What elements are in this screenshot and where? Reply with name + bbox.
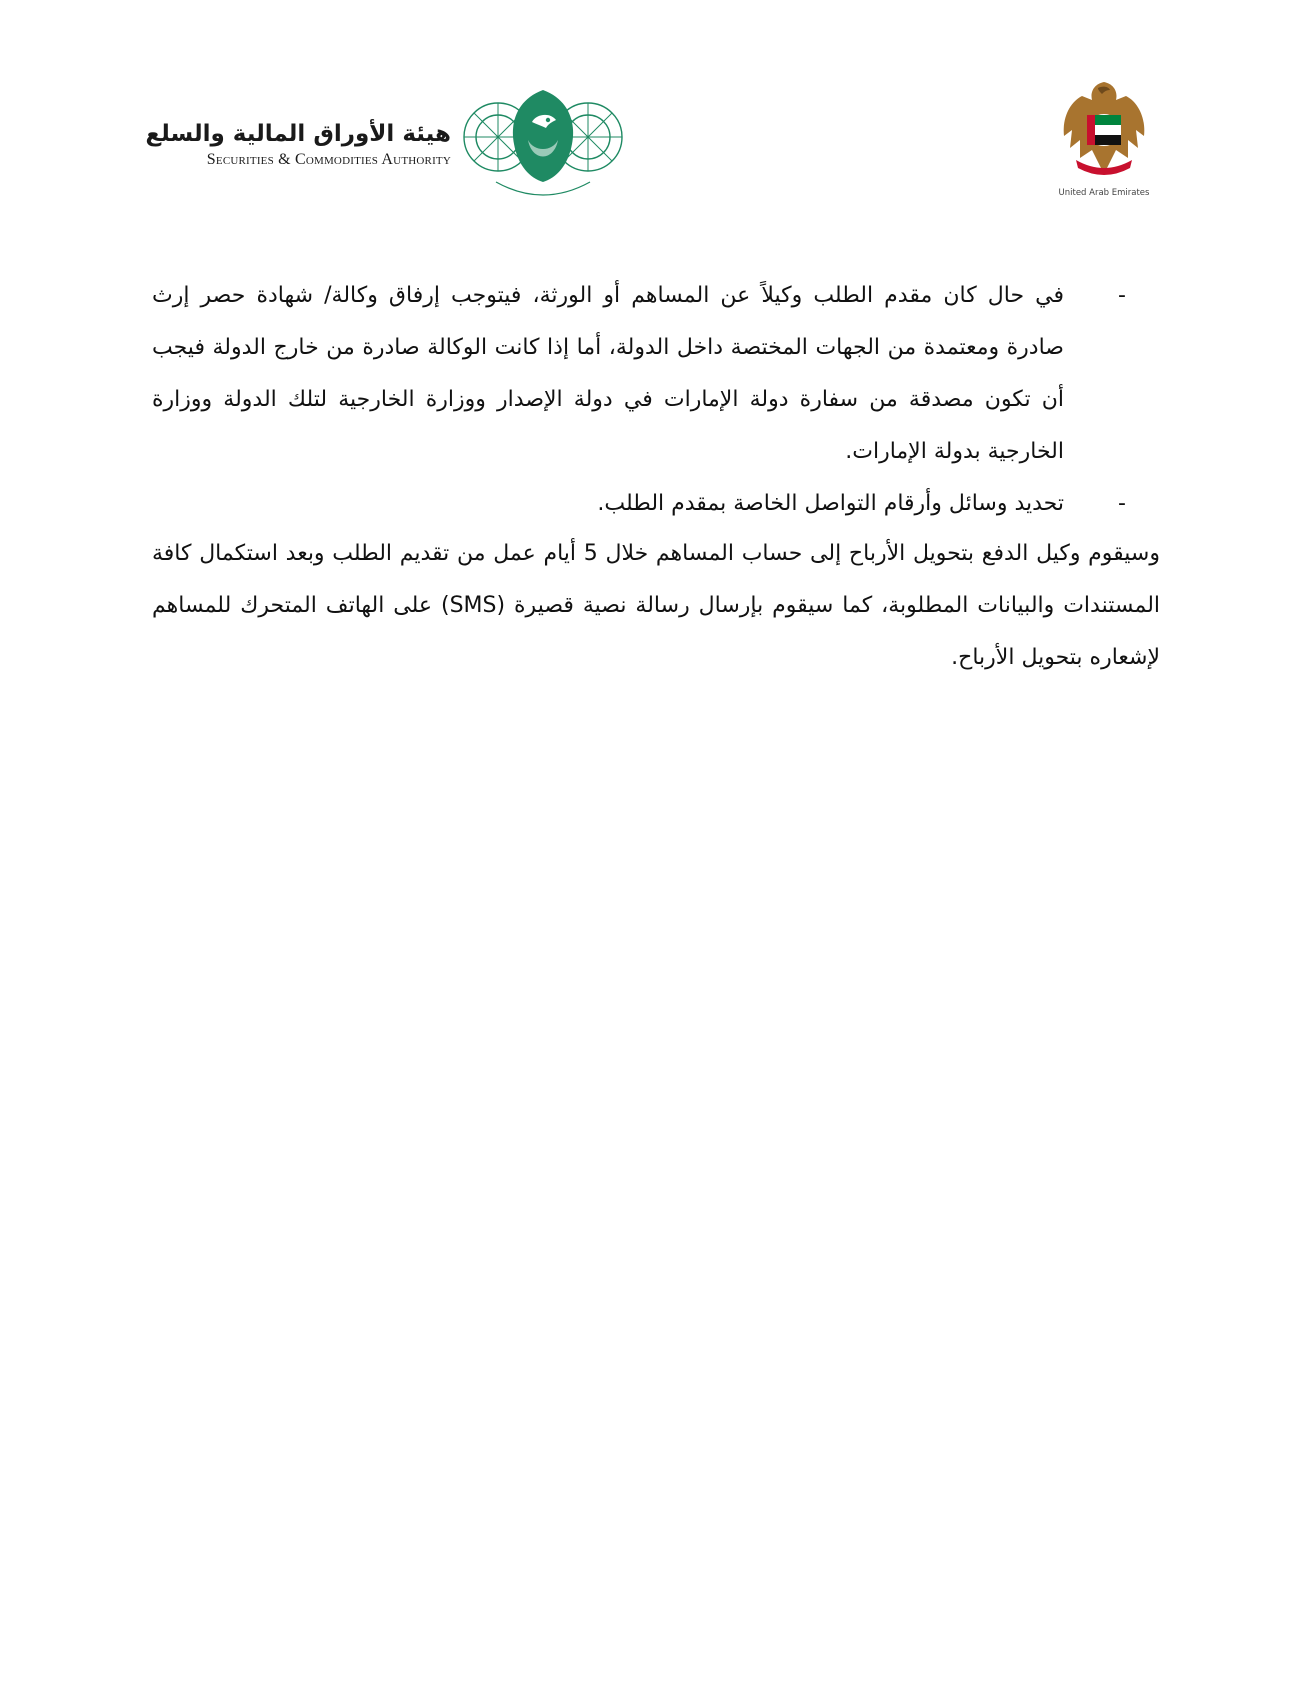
uae-falcon-emblem-icon: [1058, 78, 1150, 188]
bullet-text: تحديد وسائل وأرقام التواصل الخاصة بمقدم الطلب.: [597, 491, 1064, 516]
payment-paragraph: وسيقوم وكيل الدفع بتحويل الأرباح إلى حساب المساهم خلال 5 أيام عمل من تقديم الطلب وبعد استكمال كافة المستندات والبيانات المطلوبة، كما سيقوم بإرسال رسالة نصية قصيرة (SMS) على الهاتف المتحرك للمساهم لإشعاره بتحويل الأرباح.: [152, 541, 1161, 670]
requirements-list: [152, 270, 1132, 530]
sca-name-english: Securities & Commodities Authority: [206, 151, 451, 168]
sca-name-arabic: هيئة الأوراق المالية والسلع: [145, 121, 451, 147]
bullet-marker: -: [1118, 491, 1126, 516]
list-item: [152, 270, 1132, 478]
list-item: [152, 478, 1132, 530]
bullet-marker: -: [1118, 283, 1126, 308]
sca-logo-text: [145, 120, 451, 170]
sca-falcon-emblem-icon: [458, 82, 628, 207]
bullet-text: في حال كان مقدم الطلب وكيلاً عن المساهم أو الورثة، فيتوجب إرفاق وكالة/ شهادة حصر إرث صادرة ومعتمدة من الجهات المختصة داخل الدولة، أما إذا كانت الوكالة صادرة من خارج الدولة فيجب أن تكون مصدقة من سفارة دولة الإمارات في دولة الإصدار ووزارة الخارجية لتلك الدولة ووزارة الخارجية بدولة الإمارات.: [152, 283, 1064, 464]
uae-caption: United Arab Emirates: [1058, 188, 1150, 198]
